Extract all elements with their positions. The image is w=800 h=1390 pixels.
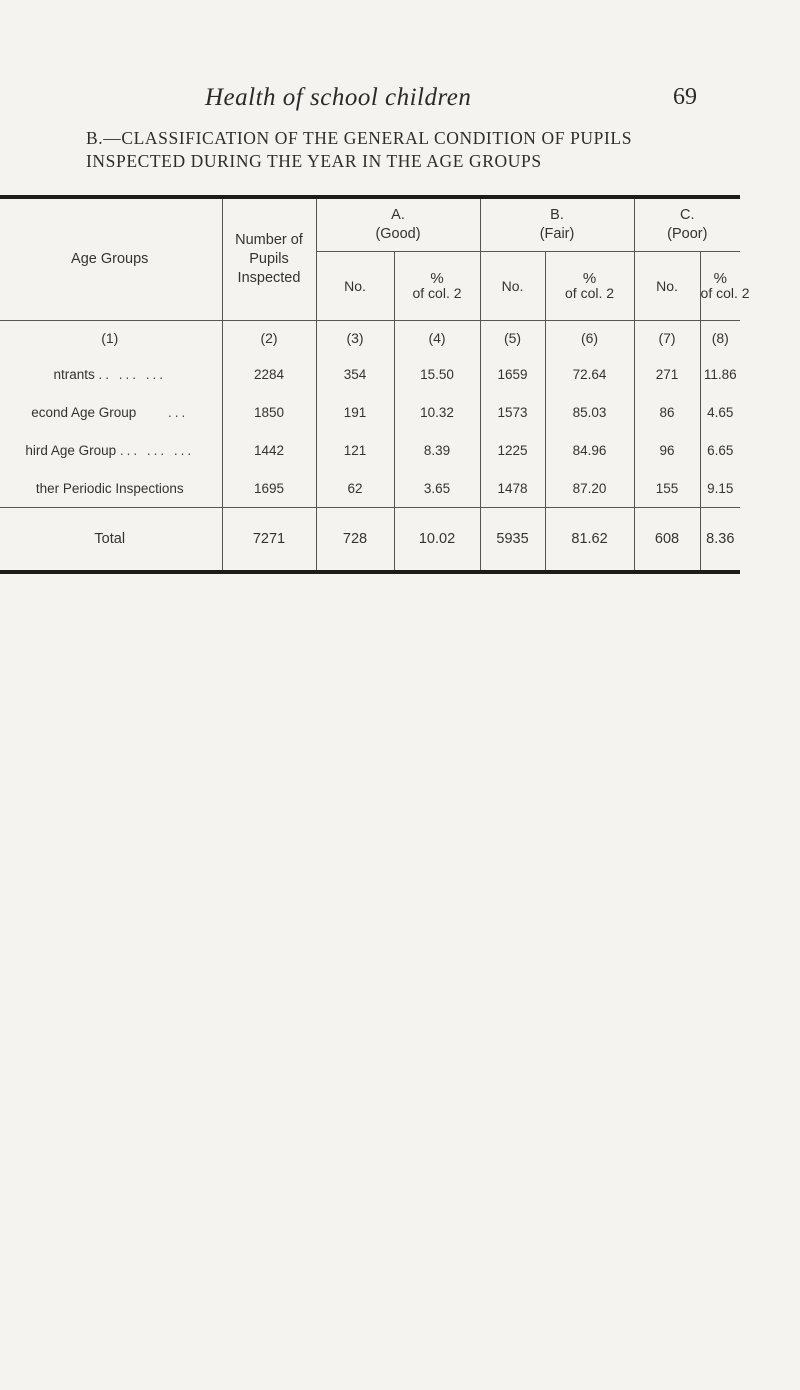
cell-good-no: 121 <box>316 431 394 469</box>
column-number-row <box>0 321 740 356</box>
cell-fair-pct: 72.64 <box>545 355 634 393</box>
total-row <box>0 508 740 573</box>
cell-good-pct: 15.50 <box>394 355 480 393</box>
cell-poor-pct: 11.86 <box>700 355 740 393</box>
cell-poor-no: 86 <box>634 393 700 431</box>
caption-line-1: B.—CLASSIFICATION OF THE GENERAL CONDITION OF PUPILS <box>86 128 633 148</box>
header-good: A. (Good) <box>316 197 480 252</box>
cell-inspected: 1442 <box>222 431 316 469</box>
cell-inspected: 1695 <box>222 469 316 508</box>
header-fair-pct: % of col. 2 <box>545 252 634 321</box>
total-good-pct: 10.02 <box>394 508 480 573</box>
column-number: (7) <box>634 321 700 356</box>
cell-fair-no: 1573 <box>480 393 545 431</box>
cell-inspected: 2284 <box>222 355 316 393</box>
cell-good-pct: 3.65 <box>394 469 480 508</box>
cell-poor-no: 271 <box>634 355 700 393</box>
total-inspected: 7271 <box>222 508 316 573</box>
table-row <box>0 355 740 393</box>
running-head <box>0 84 800 114</box>
column-number: (6) <box>545 321 634 356</box>
total-good-no: 728 <box>316 508 394 573</box>
total-label: Total <box>0 508 222 573</box>
table-row <box>0 469 740 508</box>
column-number: (2) <box>222 321 316 356</box>
cell-poor-pct: 4.65 <box>700 393 740 431</box>
cell-fair-pct: 84.96 <box>545 431 634 469</box>
row-label: ther Periodic Inspections <box>35 480 184 496</box>
cell-good-no: 62 <box>316 469 394 508</box>
total-poor-no: 608 <box>634 508 700 573</box>
table-row <box>0 431 740 469</box>
cell-inspected: 1850 <box>222 393 316 431</box>
cell-good-pct: 8.39 <box>394 431 480 469</box>
header-fair: B. (Fair) <box>480 197 634 252</box>
header-good-pct: % of col. 2 <box>394 252 480 321</box>
cell-good-pct: 10.32 <box>394 393 480 431</box>
total-fair-pct: 81.62 <box>545 508 634 573</box>
column-number: (3) <box>316 321 394 356</box>
cell-poor-no: 96 <box>634 431 700 469</box>
cell-fair-no: 1225 <box>480 431 545 469</box>
total-fair-no: 5935 <box>480 508 545 573</box>
row-label: econd Age Group ... <box>31 404 189 420</box>
header-poor-no: No. <box>634 252 700 321</box>
header-fair-no: No. <box>480 252 545 321</box>
cell-fair-pct: 85.03 <box>545 393 634 431</box>
row-label: hird Age Group ... ... ... <box>25 442 195 458</box>
caption-line-2: INSPECTED DURING THE YEAR IN THE AGE GROUPS <box>86 151 542 171</box>
column-number: (8) <box>700 321 740 356</box>
table-row <box>0 393 740 431</box>
column-number: (5) <box>480 321 545 356</box>
header-good-no: No. <box>316 252 394 321</box>
cell-good-no: 354 <box>316 355 394 393</box>
header-age-groups: Age Groups <box>0 197 222 321</box>
cell-poor-no: 155 <box>634 469 700 508</box>
cell-poor-pct: 9.15 <box>700 469 740 508</box>
page-number: 69 <box>673 84 697 110</box>
cell-fair-no: 1478 <box>480 469 545 508</box>
row-label: ntrants .. ... ... <box>53 366 167 382</box>
header-poor: C. (Poor) <box>634 197 740 252</box>
table-caption <box>86 127 706 173</box>
total-poor-pct: 8.36 <box>700 508 740 573</box>
header-number-inspected: Number of Pupils Inspected <box>222 197 316 321</box>
header-poor-pct: % of col. 2 <box>700 252 740 321</box>
cell-fair-pct: 87.20 <box>545 469 634 508</box>
running-title: Health of school children <box>205 84 472 111</box>
column-number: (4) <box>394 321 480 356</box>
cell-poor-pct: 6.65 <box>700 431 740 469</box>
cell-fair-no: 1659 <box>480 355 545 393</box>
cell-good-no: 191 <box>316 393 394 431</box>
classification-table <box>0 195 750 574</box>
column-number: (1) <box>101 330 119 346</box>
